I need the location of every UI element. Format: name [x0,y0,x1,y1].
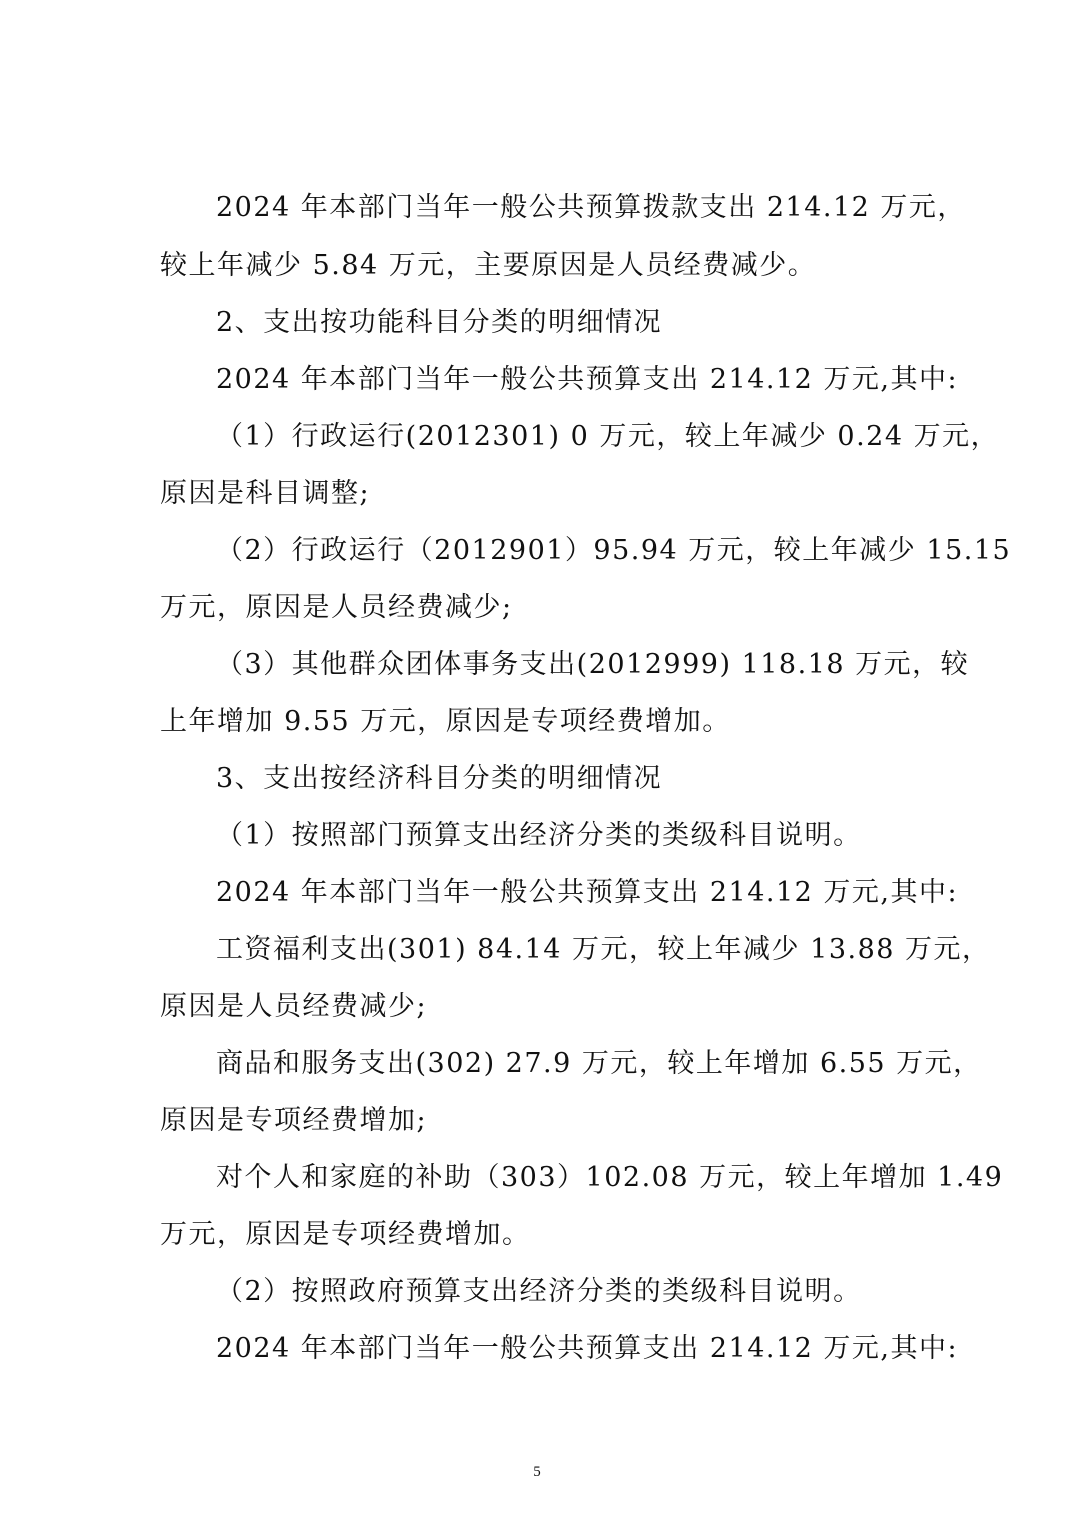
paragraph-line: 2024 年本部门当年一般公共预算支出 214.12 万元,其中: [216,364,959,395]
list-item-line: 万元，原因是专项经费增加。 [160,1219,531,1250]
list-item-line: （1）行政运行(2012301) 0 万元，较上年减少 0.24 万元， [216,421,1000,452]
list-item-line: 原因是人员经费减少; [160,991,428,1022]
section-heading: 3、支出按经济科目分类的明细情况 [216,763,663,794]
list-item-line: （3）其他群众团体事务支出(2012999) 118.18 万元，较 [216,649,970,680]
sub-heading: （1）按照部门预算支出经济分类的类级科目说明。 [216,820,862,851]
paragraph-line: 2024 年本部门当年一般公共预算拨款支出 214.12 万元， [216,192,966,223]
list-item-line: 对个人和家庭的补助（303）102.08 万元，较上年增加 1.49 [216,1162,1004,1193]
sub-heading: （2）按照政府预算支出经济分类的类级科目说明。 [216,1276,862,1307]
list-item-line: （2）行政运行（2012901）95.94 万元，较上年减少 15.15 [216,535,1012,566]
paragraph-line: 2024 年本部门当年一般公共预算支出 214.12 万元,其中: [216,877,959,908]
paragraph-line: 较上年减少 5.84 万元，主要原因是人员经费减少。 [160,250,817,281]
list-item-line: 原因是专项经费增加; [160,1105,428,1136]
section-heading: 2、支出按功能科目分类的明细情况 [216,307,663,338]
list-item-line: 上年增加 9.55 万元，原因是专项经费增加。 [160,706,731,737]
paragraph-line: 2024 年本部门当年一般公共预算支出 214.12 万元,其中: [216,1333,959,1364]
list-item-line: 商品和服务支出(302) 27.9 万元，较上年增加 6.55 万元， [216,1048,982,1079]
page-number: 5 [533,1464,541,1480]
list-item-line: 原因是科目调整; [160,478,371,509]
list-item-line: 工资福利支出(301) 84.14 万元，较上年减少 13.88 万元， [216,934,991,965]
list-item-line: 万元，原因是人员经费减少; [160,592,513,623]
